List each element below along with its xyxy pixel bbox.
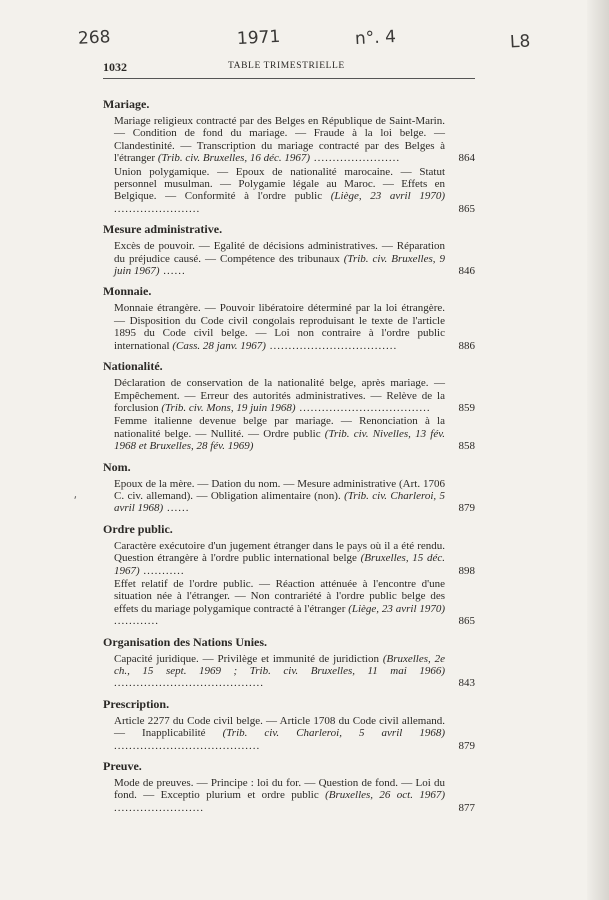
entry-source: (Liège, 23 avril 1970) [348, 602, 446, 615]
leader-dots: ...... [159, 265, 186, 278]
index-entry [103, 653, 475, 690]
section-title: Prescription. [103, 696, 170, 711]
index-section [103, 459, 475, 515]
section-title: Mesure administrative. [103, 222, 223, 237]
index-entry [103, 540, 475, 577]
section-title: Ordre public. [103, 521, 173, 536]
index-entry [103, 715, 475, 752]
section-title: Nom. [103, 459, 131, 474]
page-reference: 886 [458, 339, 475, 352]
index-section [103, 634, 475, 690]
entry-text: Epoux de la mère. — Dation du nom. — Mesure administrative (Art. 1706 C. civ. allemand). — Obligation alimentaire (non). [114, 477, 445, 502]
leader-dots: ........... [139, 564, 185, 577]
page-reference: 864 [458, 152, 475, 165]
index-entry [103, 166, 475, 216]
page-header [103, 60, 475, 80]
entry-text: Mode de preuves. — Principe : loi du for. — Question de fond. — Loi du fond. — Exceptio plurium et ordre public [114, 777, 445, 802]
entry-source: (Bruxelles, 2e ch., 15 sept. 1969 ; Trib. civ. Bruxelles, 11 mai 1966) [114, 652, 446, 677]
entry-text: Déclaration de conservation de la nationalité belge, après mariage. — Empêchement. — Erreur des autorités administratives. — Relève de la forclusion [114, 377, 445, 414]
entry-text: Capacité juridique. — Privilège et immunité de juridiction [114, 652, 379, 665]
entry-text: Excès de pouvoir. — Egalité de décisions administratives. — Réparation du préjudice causé. — Compétence des tribunaux [114, 240, 445, 265]
entry-text: Femme italienne devenue belge par mariage. — Renonciation à la nationalité belge. — Nullité. — Ordre public [114, 415, 445, 440]
page-reference: 859 [458, 401, 475, 414]
index-section [103, 358, 475, 452]
entry-text: Caractère exécutoire d'un jugement étranger dans le pays où il a été rendu. Question étrangère à l'ordre public international belge [114, 539, 445, 565]
handwritten-note-4: L8 [509, 31, 531, 53]
index-entry [103, 240, 475, 277]
index-section [103, 221, 475, 277]
page-reference: 865 [458, 615, 475, 628]
margin-mark: ⸴ [74, 490, 77, 502]
entry-source: (Cass. 28 janv. 1967) [172, 339, 266, 352]
page-reference: 879 [458, 739, 475, 752]
handwritten-note-1: 268 [77, 27, 111, 49]
page-binding-edge [587, 0, 609, 900]
page-reference: 865 [458, 202, 475, 215]
leader-dots: ................................... [295, 401, 431, 414]
page-reference: 846 [458, 265, 475, 278]
index-section [103, 521, 475, 628]
leader-dots: ....................... [114, 202, 201, 215]
page-reference: 877 [458, 801, 475, 814]
page-reference: 843 [458, 677, 475, 690]
entry-source: (Trib. civ. Nivelles, 13 fév. 1968 et Bruxelles, 28 fév. 1969) [114, 427, 446, 453]
handwritten-note-3: n°. 4 [354, 26, 397, 50]
leader-dots: ....................................... [114, 739, 261, 752]
index-entry [103, 302, 475, 352]
index-entry [103, 377, 475, 414]
index-section [103, 696, 475, 752]
entry-source: (Bruxelles, 15 déc. 1967) [114, 552, 446, 577]
leader-dots: ...... [163, 502, 190, 515]
entry-text: Effet relatif de l'ordre public. — Réaction atténuée à l'encontre d'une situation née à l'étranger. — Non contrariété à l'ordre public belge des effets du mariage polygamique contracté à l'étranger [114, 577, 445, 615]
entry-source: (Trib. civ. Charleroi, 5 avril 1968) [114, 489, 446, 515]
leader-dots: .................................. [265, 339, 398, 352]
index-entry [103, 777, 475, 814]
leader-dots: ........................................ [114, 677, 264, 690]
entry-source: (Trib. civ. Mons, 19 juin 1968) [161, 401, 296, 414]
leader-dots: ....................... [310, 152, 401, 165]
section-title: Mariage. [103, 97, 150, 111]
page-reference: 898 [458, 564, 475, 577]
entry-source: (Trib. civ. Bruxelles, 9 juin 1967) [114, 252, 446, 278]
entry-source: (Bruxelles, 26 oct. 1967) [325, 789, 446, 802]
index-section [103, 758, 475, 814]
page-reference: 879 [458, 502, 475, 515]
header-rule [103, 78, 475, 79]
index-entry [103, 478, 475, 515]
entry-source: (Trib. civ. Bruxelles, 16 déc. 1967) [157, 152, 311, 165]
page-reference: 858 [458, 440, 475, 453]
entry-source: (Trib. civ. Charleroi, 5 avril 1968) [222, 727, 446, 740]
index-entry [103, 415, 475, 452]
index-section [103, 283, 475, 352]
index-content [103, 96, 475, 820]
entry-source: (Liège, 23 avril 1970) [330, 190, 445, 203]
running-title: TABLE TRIMESTRIELLE [228, 61, 345, 71]
leader-dots: ........................ [114, 801, 204, 814]
page-number: 1032 [103, 60, 127, 74]
section-title: Monnaie. [103, 284, 152, 299]
entry-text: Mariage religieux contracté par des Belges en République de Saint-Marin. — Condition de fond du mariage. — Fraude à la loi belge. — Clandestinité. — Transcription du mariage contracté par des Belges à l'étranger [114, 115, 445, 165]
section-title: Preuve. [103, 759, 142, 774]
index-entry [103, 578, 475, 628]
leader-dots: ............ [114, 615, 159, 628]
section-title: Organisation des Nations Unies. [103, 634, 268, 649]
section-title: Nationalité. [103, 359, 163, 374]
index-section [103, 96, 475, 215]
entry-text: Monnaie étrangère. — Pouvoir libératoire déterminé par la loi étrangère. — Disposition du Code civil congolais reproduisant le texte de l'article 1895 du Code civil belge. — Loi non contraire à l'ordre public international [114, 302, 445, 352]
handwritten-note-2: 1971 [236, 26, 281, 50]
index-entry [103, 115, 475, 165]
entry-text: Article 2277 du Code civil belge. — Article 1708 du Code civil allemand. — Inapplicabilité [114, 714, 445, 740]
entry-text: Union polygamique. — Epoux de nationalité marocaine. — Statut personnel musulman. — Polygamie légale au Maroc. — Effets en Belgique. — Conformité à l'ordre public [114, 165, 445, 203]
